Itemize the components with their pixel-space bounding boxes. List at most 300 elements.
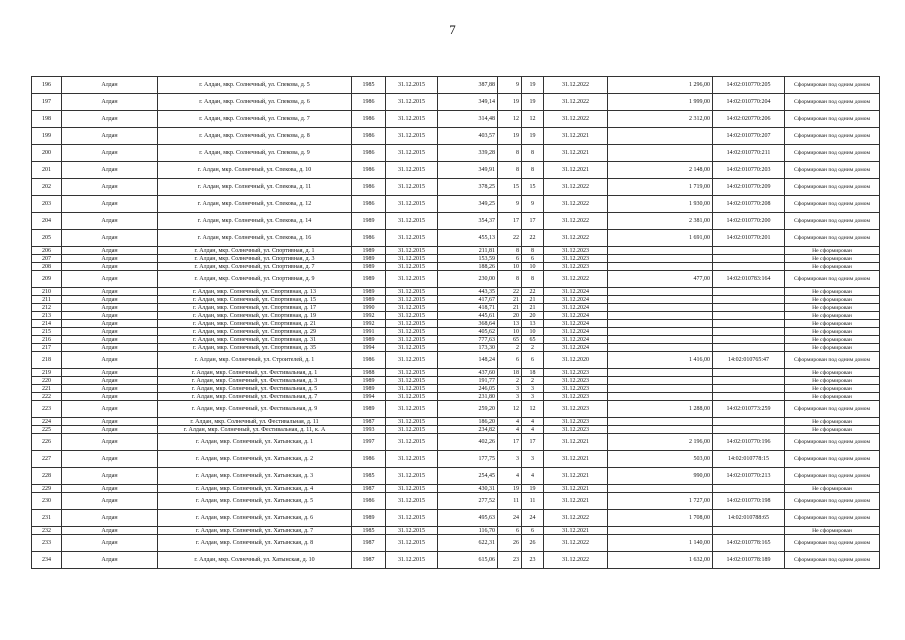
count-a-cell: 19 — [498, 485, 522, 493]
city-cell: Алдан — [62, 213, 158, 230]
row-number: 219 — [32, 369, 62, 377]
date-cell: 31.12.2015 — [386, 128, 438, 145]
cost-cell: 1 140,00 — [608, 535, 713, 552]
address-cell: г. Алдан, мкр. Солнечный, ул. Хатынская, д. 3 — [158, 468, 352, 485]
table-row — [32, 247, 880, 255]
cost-cell — [608, 296, 713, 304]
area-cell: 443,35 — [438, 288, 498, 296]
table-row — [32, 377, 880, 385]
cadastral-number-cell: 14:02:010770:198 — [713, 493, 785, 510]
cost-cell — [608, 288, 713, 296]
status-cell: Не сформирован — [785, 312, 880, 320]
count-a-cell: 9 — [498, 196, 522, 213]
cost-cell: 2 312,00 — [608, 111, 713, 128]
row-number: 230 — [32, 493, 62, 510]
city-cell: Алдан — [62, 196, 158, 213]
year-cell: 1985 — [352, 77, 386, 94]
cadastral-number-cell: 14:02:010773:259 — [713, 401, 785, 418]
date-cell: 31.12.2015 — [386, 393, 438, 401]
count-b-cell: 24 — [522, 510, 544, 527]
table-row — [32, 111, 880, 128]
row-number: 229 — [32, 485, 62, 493]
area-cell: 277,52 — [438, 493, 498, 510]
cost-cell: 1 708,00 — [608, 510, 713, 527]
count-a-cell: 24 — [498, 510, 522, 527]
city-cell: Алдан — [62, 369, 158, 377]
address-cell: г. Алдан, мкр. Солнечный, ул. Спортивная, д. 9 — [158, 271, 352, 288]
city-cell: Алдан — [62, 336, 158, 344]
due-date-cell: 31.12.2024 — [544, 312, 608, 320]
city-cell: Алдан — [62, 77, 158, 94]
year-cell: 1986 — [352, 451, 386, 468]
date-cell: 31.12.2015 — [386, 352, 438, 369]
area-cell: 254,45 — [438, 468, 498, 485]
address-cell: г. Алдан, мкр. Солнечный, ул. Спортивная, д. 17 — [158, 304, 352, 312]
count-a-cell: 22 — [498, 288, 522, 296]
cost-cell — [608, 344, 713, 352]
status-cell: Не сформирован — [785, 320, 880, 328]
cost-cell: 1 416,00 — [608, 352, 713, 369]
row-number: 200 — [32, 145, 62, 162]
city-cell: Алдан — [62, 552, 158, 569]
date-cell: 31.12.2015 — [386, 77, 438, 94]
status-cell: Сформирован под одним домом — [785, 162, 880, 179]
year-cell: 1986 — [352, 162, 386, 179]
count-a-cell: 2 — [498, 344, 522, 352]
address-cell: г. Алдан, мкр. Солнечный, ул. Спекова, д. 6 — [158, 94, 352, 111]
cadastral-number-cell — [713, 255, 785, 263]
table-row — [32, 552, 880, 569]
year-cell: 1989 — [352, 296, 386, 304]
date-cell: 31.12.2015 — [386, 179, 438, 196]
status-cell: Не сформирован — [785, 288, 880, 296]
status-cell: Не сформирован — [785, 328, 880, 336]
area-cell: 387,88 — [438, 77, 498, 94]
cost-cell — [608, 336, 713, 344]
status-cell: Сформирован под одним домом — [785, 535, 880, 552]
address-cell: г. Алдан, мкр. Солнечный, ул. Хатынская, д. 8 — [158, 535, 352, 552]
row-number: 226 — [32, 434, 62, 451]
count-a-cell: 22 — [498, 230, 522, 247]
due-date-cell: 31.12.2021 — [544, 493, 608, 510]
row-number: 234 — [32, 552, 62, 569]
due-date-cell: 31.12.2024 — [544, 296, 608, 304]
address-cell: г. Алдан, мкр. Солнечный, ул. Фестивальная, д. 11, к. А — [158, 426, 352, 434]
year-cell: 1989 — [352, 255, 386, 263]
city-cell: Алдан — [62, 128, 158, 145]
cadastral-number-cell: 14:02:010770:203 — [713, 162, 785, 179]
table-row — [32, 179, 880, 196]
cadastral-number-cell: 14:02:010770:201 — [713, 230, 785, 247]
cadastral-number-cell — [713, 296, 785, 304]
row-number: 210 — [32, 288, 62, 296]
date-cell: 31.12.2015 — [386, 510, 438, 527]
row-number: 197 — [32, 94, 62, 111]
date-cell: 31.12.2015 — [386, 493, 438, 510]
row-number: 206 — [32, 247, 62, 255]
year-cell: 1989 — [352, 213, 386, 230]
count-a-cell: 12 — [498, 401, 522, 418]
count-b-cell: 12 — [522, 401, 544, 418]
count-a-cell: 15 — [498, 179, 522, 196]
cadastral-number-cell — [713, 485, 785, 493]
row-number: 207 — [32, 255, 62, 263]
count-a-cell: 8 — [498, 145, 522, 162]
cost-cell: 2 381,00 — [608, 213, 713, 230]
table-row — [32, 145, 880, 162]
address-cell: г. Алдан, мкр. Солнечный, ул. Хатынская, д. 2 — [158, 451, 352, 468]
due-date-cell: 31.12.2022 — [544, 196, 608, 213]
count-a-cell: 6 — [498, 352, 522, 369]
area-cell: 622,31 — [438, 535, 498, 552]
status-cell: Не сформирован — [785, 263, 880, 271]
cadastral-number-cell: 14:02:010770:205 — [713, 77, 785, 94]
status-cell: Сформирован под одним домом — [785, 510, 880, 527]
address-cell: г. Алдан, мкр. Солнечный, ул. Спортивная, д. 13 — [158, 288, 352, 296]
table-row — [32, 418, 880, 426]
cost-cell — [608, 385, 713, 393]
table-row — [32, 385, 880, 393]
date-cell: 31.12.2015 — [386, 312, 438, 320]
date-cell: 31.12.2015 — [386, 255, 438, 263]
due-date-cell: 31.12.2022 — [544, 510, 608, 527]
date-cell: 31.12.2015 — [386, 485, 438, 493]
address-cell: г. Алдан, мкр. Солнечный, ул. Спекова, д. 11 — [158, 179, 352, 196]
count-a-cell: 2 — [498, 377, 522, 385]
due-date-cell: 31.12.2023 — [544, 369, 608, 377]
count-a-cell: 6 — [498, 527, 522, 535]
due-date-cell: 31.12.2023 — [544, 247, 608, 255]
year-cell: 1986 — [352, 94, 386, 111]
row-number: 202 — [32, 179, 62, 196]
count-a-cell: 8 — [498, 247, 522, 255]
area-cell: 231,80 — [438, 393, 498, 401]
row-number: 221 — [32, 385, 62, 393]
status-cell: Не сформирован — [785, 393, 880, 401]
address-cell: г. Алдан, мкр. Солнечный, ул. Строителей, д. 1 — [158, 352, 352, 369]
city-cell: Алдан — [62, 426, 158, 434]
due-date-cell: 31.12.2023 — [544, 393, 608, 401]
address-cell: г. Алдан, мкр. Солнечный, ул. Спортивная, д. 1 — [158, 247, 352, 255]
cadastral-number-cell — [713, 312, 785, 320]
address-cell: г. Алдан, мкр. Солнечный, ул. Спекова, д. 10 — [158, 162, 352, 179]
status-cell: Не сформирован — [785, 247, 880, 255]
count-a-cell: 12 — [498, 111, 522, 128]
city-cell: Алдан — [62, 312, 158, 320]
date-cell: 31.12.2015 — [386, 527, 438, 535]
date-cell: 31.12.2015 — [386, 344, 438, 352]
status-cell: Сформирован под одним домом — [785, 271, 880, 288]
cadastral-number-cell — [713, 377, 785, 385]
count-a-cell: 26 — [498, 535, 522, 552]
cadastral-number-cell — [713, 288, 785, 296]
year-cell: 1986 — [352, 128, 386, 145]
cost-cell — [608, 263, 713, 271]
count-b-cell: 22 — [522, 288, 544, 296]
area-cell: 430,31 — [438, 485, 498, 493]
year-cell: 1985 — [352, 468, 386, 485]
due-date-cell: 31.12.2022 — [544, 213, 608, 230]
city-cell: Алдан — [62, 527, 158, 535]
due-date-cell: 31.12.2022 — [544, 179, 608, 196]
year-cell: 1989 — [352, 377, 386, 385]
count-a-cell: 19 — [498, 128, 522, 145]
date-cell: 31.12.2015 — [386, 271, 438, 288]
row-number: 217 — [32, 344, 62, 352]
table-row — [32, 263, 880, 271]
date-cell: 31.12.2015 — [386, 369, 438, 377]
due-date-cell: 31.12.2022 — [544, 230, 608, 247]
count-b-cell: 11 — [522, 493, 544, 510]
due-date-cell: 31.12.2021 — [544, 485, 608, 493]
table-row — [32, 451, 880, 468]
city-cell: Алдан — [62, 247, 158, 255]
cadastral-number-cell: 14:02:010783:164 — [713, 271, 785, 288]
year-cell: 1992 — [352, 312, 386, 320]
due-date-cell: 31.12.2023 — [544, 418, 608, 426]
date-cell: 31.12.2015 — [386, 418, 438, 426]
count-b-cell: 19 — [522, 128, 544, 145]
area-cell: 246,05 — [438, 385, 498, 393]
cadastral-number-cell — [713, 418, 785, 426]
count-b-cell: 19 — [522, 94, 544, 111]
city-cell: Алдан — [62, 493, 158, 510]
count-a-cell: 9 — [498, 77, 522, 94]
count-b-cell: 15 — [522, 179, 544, 196]
area-cell: 211,81 — [438, 247, 498, 255]
cadastral-number-cell: 14:02:010765:47 — [713, 352, 785, 369]
address-cell: г. Алдан, мкр. Солнечный, ул. Хатынская, д. 10 — [158, 552, 352, 569]
year-cell: 1989 — [352, 288, 386, 296]
status-cell: Не сформирован — [785, 369, 880, 377]
city-cell: Алдан — [62, 304, 158, 312]
area-cell: 349,25 — [438, 196, 498, 213]
row-number: 232 — [32, 527, 62, 535]
cadastral-number-cell — [713, 426, 785, 434]
date-cell: 31.12.2015 — [386, 247, 438, 255]
row-number: 212 — [32, 304, 62, 312]
date-cell: 31.12.2015 — [386, 434, 438, 451]
count-b-cell: 10 — [522, 263, 544, 271]
table-row — [32, 230, 880, 247]
count-b-cell: 8 — [522, 271, 544, 288]
status-cell: Сформирован под одним домом — [785, 468, 880, 485]
city-cell: Алдан — [62, 162, 158, 179]
address-cell: г. Алдан, мкр. Солнечный, ул. Спекова, д. 14 — [158, 213, 352, 230]
cost-cell — [608, 320, 713, 328]
area-cell: 349,14 — [438, 94, 498, 111]
status-cell: Сформирован под одним домом — [785, 230, 880, 247]
area-cell: 455,13 — [438, 230, 498, 247]
row-number: 216 — [32, 336, 62, 344]
city-cell: Алдан — [62, 94, 158, 111]
row-number: 203 — [32, 196, 62, 213]
year-cell: 1986 — [352, 493, 386, 510]
status-cell: Сформирован под одним домом — [785, 493, 880, 510]
count-b-cell: 17 — [522, 213, 544, 230]
address-cell: г. Алдан, мкр. Солнечный, ул. Хатынская, д. 4 — [158, 485, 352, 493]
row-number: 201 — [32, 162, 62, 179]
area-cell: 418,71 — [438, 304, 498, 312]
due-date-cell: 31.12.2023 — [544, 426, 608, 434]
area-cell: 339,28 — [438, 145, 498, 162]
city-cell: Алдан — [62, 271, 158, 288]
cadastral-number-cell: 14:02:010770:200 — [713, 213, 785, 230]
date-cell: 31.12.2015 — [386, 385, 438, 393]
city-cell: Алдан — [62, 485, 158, 493]
count-b-cell: 6 — [522, 352, 544, 369]
year-cell: 1986 — [352, 230, 386, 247]
cost-cell: 1 999,00 — [608, 94, 713, 111]
row-number: 211 — [32, 296, 62, 304]
row-number: 204 — [32, 213, 62, 230]
due-date-cell: 31.12.2021 — [544, 145, 608, 162]
count-a-cell: 23 — [498, 552, 522, 569]
cost-cell: 1 632,00 — [608, 552, 713, 569]
cadastral-number-cell: 14:02:010788:65 — [713, 510, 785, 527]
year-cell: 1991 — [352, 328, 386, 336]
year-cell: 1989 — [352, 263, 386, 271]
due-date-cell: 31.12.2023 — [544, 263, 608, 271]
cost-cell: 2 148,00 — [608, 162, 713, 179]
city-cell: Алдан — [62, 111, 158, 128]
cost-cell — [608, 377, 713, 385]
due-date-cell: 31.12.2021 — [544, 162, 608, 179]
table-row — [32, 213, 880, 230]
year-cell: 1992 — [352, 320, 386, 328]
date-cell: 31.12.2015 — [386, 336, 438, 344]
area-cell: 116,70 — [438, 527, 498, 535]
area-cell: 349,91 — [438, 162, 498, 179]
table-row — [32, 296, 880, 304]
area-cell: 173,30 — [438, 344, 498, 352]
cost-cell: 2 196,00 — [608, 434, 713, 451]
city-cell: Алдан — [62, 255, 158, 263]
status-cell: Не сформирован — [785, 426, 880, 434]
count-b-cell: 4 — [522, 418, 544, 426]
count-b-cell: 9 — [522, 196, 544, 213]
date-cell: 31.12.2015 — [386, 328, 438, 336]
cadastral-number-cell — [713, 344, 785, 352]
cost-cell: 1 719,00 — [608, 179, 713, 196]
count-a-cell: 3 — [498, 385, 522, 393]
date-cell: 31.12.2015 — [386, 304, 438, 312]
area-cell: 402,26 — [438, 434, 498, 451]
count-b-cell: 12 — [522, 111, 544, 128]
status-cell: Сформирован под одним домом — [785, 145, 880, 162]
count-b-cell: 21 — [522, 296, 544, 304]
table-row — [32, 162, 880, 179]
count-b-cell: 2 — [522, 344, 544, 352]
table-row — [32, 271, 880, 288]
date-cell: 31.12.2015 — [386, 145, 438, 162]
count-b-cell: 4 — [522, 468, 544, 485]
year-cell: 1988 — [352, 369, 386, 377]
status-cell: Не сформирован — [785, 296, 880, 304]
address-cell: г. Алдан, мкр. Солнечный, ул. Хатынская, д. 6 — [158, 510, 352, 527]
cadastral-number-cell: 14:02:010778:15 — [713, 451, 785, 468]
status-cell: Сформирован под одним домом — [785, 451, 880, 468]
cost-cell — [608, 145, 713, 162]
row-number: 222 — [32, 393, 62, 401]
row-number: 220 — [32, 377, 62, 385]
cost-cell — [608, 312, 713, 320]
city-cell: Алдан — [62, 510, 158, 527]
area-cell: 354,37 — [438, 213, 498, 230]
address-cell: г. Алдан, мкр. Солнечный, ул. Спортивная, д. 15 — [158, 296, 352, 304]
table-row — [32, 401, 880, 418]
cost-cell — [608, 128, 713, 145]
table-row — [32, 255, 880, 263]
address-cell: г. Алдан, мкр. Солнечный, ул. Спортивная, д. 19 — [158, 312, 352, 320]
cost-cell: 1 691,00 — [608, 230, 713, 247]
cost-cell — [608, 304, 713, 312]
status-cell: Не сформирован — [785, 418, 880, 426]
due-date-cell: 31.12.2021 — [544, 128, 608, 145]
count-b-cell: 65 — [522, 336, 544, 344]
cadastral-number-cell: 14:02:020770:206 — [713, 111, 785, 128]
area-cell: 230,00 — [438, 271, 498, 288]
area-cell: 191,77 — [438, 377, 498, 385]
city-cell: Алдан — [62, 535, 158, 552]
status-cell: Не сформирован — [785, 336, 880, 344]
due-date-cell: 31.12.2023 — [544, 377, 608, 385]
cadastral-number-cell — [713, 263, 785, 271]
table-row — [32, 493, 880, 510]
address-cell: г. Алдан, мкр. Солнечный, ул. Хатынская, д. 5 — [158, 493, 352, 510]
due-date-cell: 31.12.2022 — [544, 535, 608, 552]
area-cell: 234,82 — [438, 426, 498, 434]
year-cell: 1989 — [352, 271, 386, 288]
due-date-cell: 31.12.2024 — [544, 304, 608, 312]
city-cell: Алдан — [62, 230, 158, 247]
row-number: 213 — [32, 312, 62, 320]
cadastral-number-cell: 14:02:010770:209 — [713, 179, 785, 196]
due-date-cell: 31.12.2020 — [544, 352, 608, 369]
row-number: 223 — [32, 401, 62, 418]
cadastral-number-cell — [713, 369, 785, 377]
row-number: 215 — [32, 328, 62, 336]
count-b-cell: 19 — [522, 77, 544, 94]
status-cell: Сформирован под одним домом — [785, 401, 880, 418]
table-row — [32, 312, 880, 320]
city-cell: Алдан — [62, 179, 158, 196]
cadastral-number-cell: 14:02:010770:204 — [713, 94, 785, 111]
year-cell: 1997 — [352, 434, 386, 451]
year-cell: 1989 — [352, 247, 386, 255]
table-row — [32, 393, 880, 401]
city-cell: Алдан — [62, 288, 158, 296]
count-a-cell: 17 — [498, 434, 522, 451]
count-a-cell: 4 — [498, 426, 522, 434]
area-cell: 378,25 — [438, 179, 498, 196]
city-cell: Алдан — [62, 263, 158, 271]
area-cell: 615,06 — [438, 552, 498, 569]
city-cell: Алдан — [62, 434, 158, 451]
count-a-cell: 8 — [498, 271, 522, 288]
status-cell: Сформирован под одним домом — [785, 179, 880, 196]
table-row — [32, 468, 880, 485]
table-row — [32, 94, 880, 111]
area-cell: 148,24 — [438, 352, 498, 369]
table-row — [32, 485, 880, 493]
status-cell: Не сформирован — [785, 385, 880, 393]
row-number: 225 — [32, 426, 62, 434]
row-number: 224 — [32, 418, 62, 426]
table-row — [32, 369, 880, 377]
status-cell: Не сформирован — [785, 255, 880, 263]
count-a-cell: 17 — [498, 213, 522, 230]
